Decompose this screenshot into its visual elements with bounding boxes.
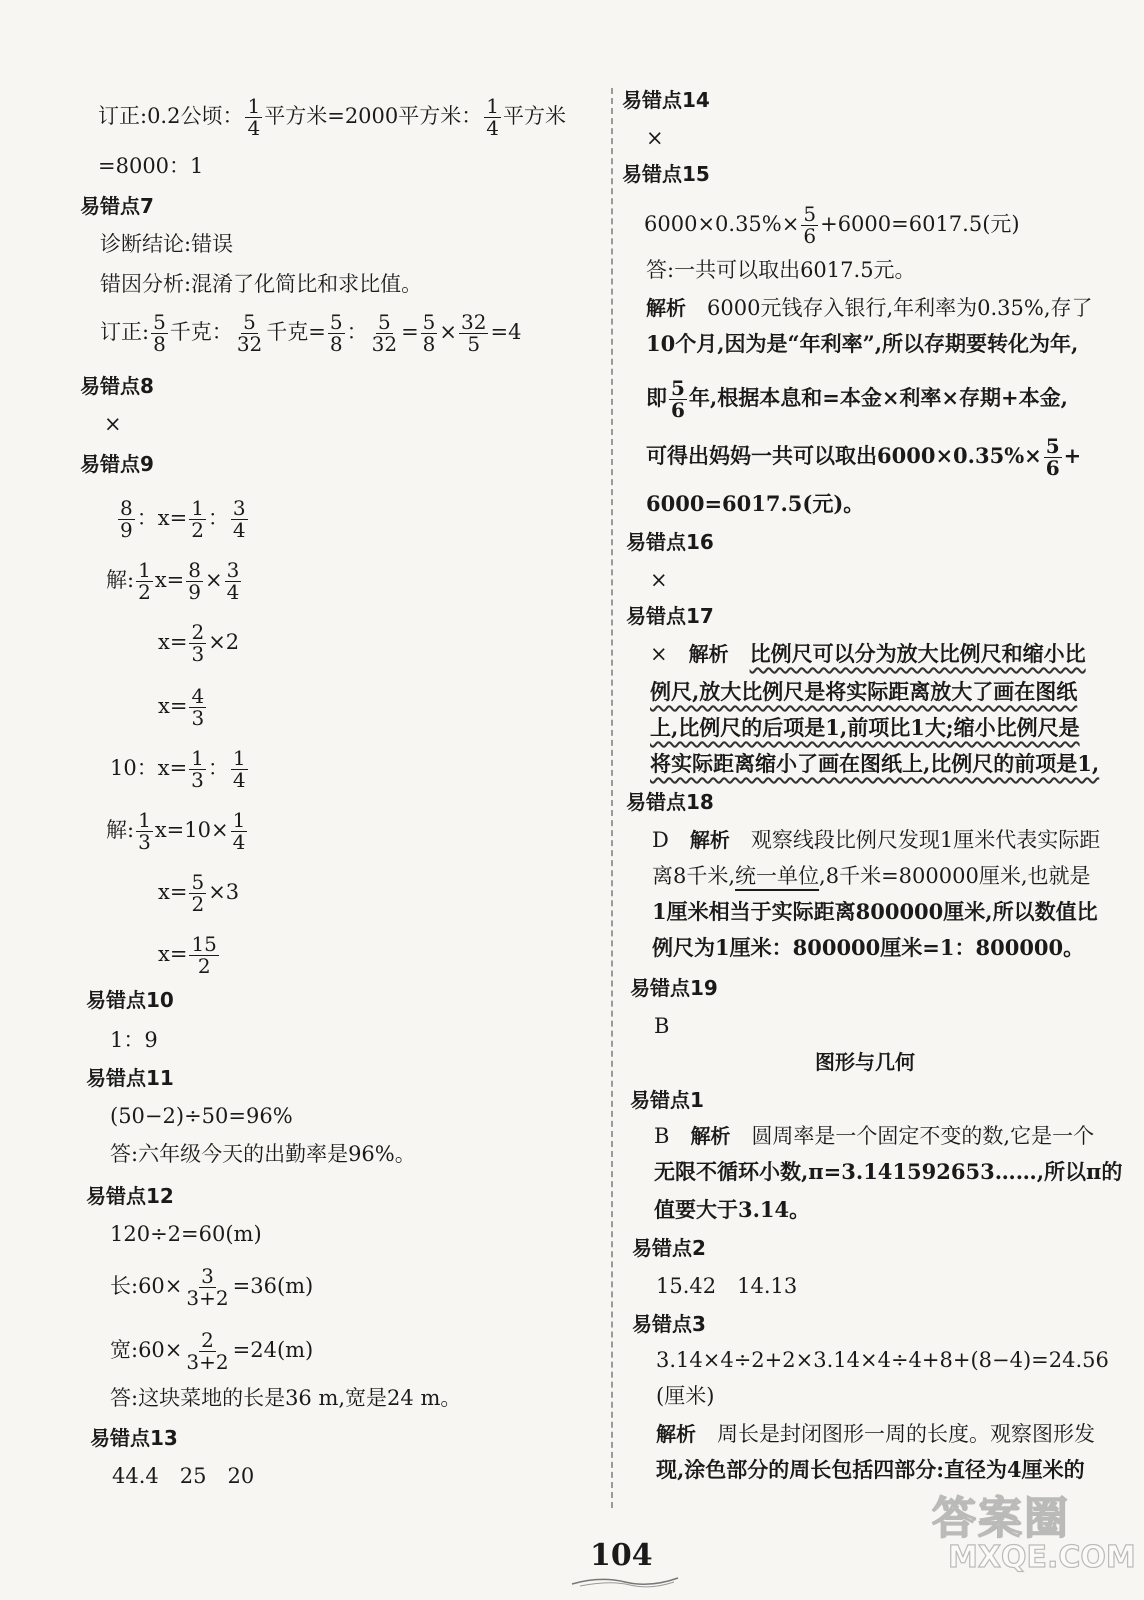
geometry-calc-3: 3.14×4÷2+2×3.14×4÷4+8+(8−4)=24.56 [656,1348,1109,1372]
section-heading-13: 易错点13 [90,1426,178,1450]
equation-2: 解: $\frac{1}{2}$ x= $\frac{8}{9}$ × $\frac{3}{4}$ [106,558,240,604]
page-number: 104 [590,1538,653,1573]
section-heading-16: 易错点16 [626,530,714,554]
analysis-18-line3: 1厘米相当于实际距离800000厘米,所以数值比 [652,899,1098,924]
text: 平方米=2000平方米： [264,104,483,128]
analysis-17-line3: 上,比例尺的后项是1,前项比1大;缩小比例尺是 [650,715,1080,740]
equation-1: $\frac{8}{9}$ ：x= $\frac{1}{2}$ ： $\frac{3}{4}$ [120,496,246,542]
page-number-swoosh-icon [570,1574,680,1588]
answer-16: × [650,568,668,592]
calc-12: 120÷2=60(m) [110,1222,262,1246]
section-heading-12: 易错点12 [86,1184,174,1208]
right-column [600,0,1144,1600]
section-heading-9: 易错点9 [80,452,154,476]
section-heading-11: 易错点11 [86,1066,174,1090]
answer-11: 答:六年级今天的出勤率是96%。 [110,1142,416,1166]
equation-6: 解: $\frac{1}{3}$ x=10× $\frac{1}{4}$ [106,808,246,854]
section-heading-8: 易错点8 [80,374,154,398]
section-title: 图形与几何 [815,1050,915,1074]
answer-12: 答:这块菜地的长是36 m,宽是24 m。 [110,1386,462,1410]
geometry-answer-2: 15.42 14.13 [656,1274,798,1298]
answer-15: 答:一共可以取出6017.5元。 [646,258,916,282]
geometry-analysis-1-line3: 值要大于3.14。 [654,1197,811,1222]
analysis-17-line4: 将实际距离缩小了画在图纸上,比例尺的前项是1, [650,751,1100,776]
text: 订正:0.2公顷： [98,104,244,128]
calc-11: (50−2)÷50=96% [110,1104,293,1128]
answer-13: 44.4 25 20 [112,1464,255,1488]
width-calc: 宽:60× $\frac{2}{3+2}$ =24(m) [110,1328,314,1374]
geometry-analysis-1-line2: 无限不循环小数,π=3.141592653……,所以π的 [654,1159,1123,1184]
section-heading-10: 易错点10 [86,988,174,1012]
geometry-heading-3: 易错点3 [632,1312,706,1336]
answer-14: × [646,126,664,150]
answer-19: B [654,1014,670,1038]
section-heading-15: 易错点15 [622,162,710,186]
watermark-text-cn: 答案圈 [932,1493,1070,1544]
analysis-18-line1: D 解析 观察线段比例尺发现1厘米代表实际距 [652,828,1101,852]
geometry-heading-2: 易错点2 [632,1236,706,1260]
analysis-15-line4: 可得出妈妈一共可以取出6000×0.35%× $\frac{5}{6}$ + [646,434,1082,480]
correction-6-line1 [98,96,566,139]
watermark-text-en: MXQE.COM [948,1540,1136,1575]
text: 平方米 [503,104,566,128]
geometry-unit-3: (厘米) [656,1384,715,1408]
geometry-heading-1: 易错点1 [630,1088,704,1112]
section-heading-7: 易错点7 [80,194,154,218]
answer-10: 1：9 [110,1028,158,1052]
equation-4: x= $\frac{4}{3}$ [158,684,205,730]
calc-15: 6000×0.35%× $\frac{5}{6}$ +6000=6017.5(元) [644,202,1020,248]
correction-6-line2: =8000：1 [98,154,204,178]
section-heading-19: 易错点19 [630,976,718,1000]
length-calc: 长:60× $\frac{3}{3+2}$ =36(m) [110,1264,314,1310]
section-heading-18: 易错点18 [626,790,714,814]
geometry-analysis-3-line1: 解析 周长是封闭图形一周的长度。观察图形发 [656,1422,1095,1446]
analysis-17-line1: × 解析 比例尺可以分为放大比例尺和缩小比 [650,641,1086,666]
correction-7: 订正: $\frac{5}{8}$ 千克： $\frac{5}{32}$ 千克= $\frac{5}{8}$ ： $\frac{5}{32}$ = $\frac{5}{8}$ × $\frac{32}{5}$ =4 [100,310,522,356]
analysis-18-line4: 例尺为1厘米：800000厘米=1：800000。 [652,935,1085,960]
equation-5: 10：x= $\frac{1}{3}$ ： $\frac{1}{4}$ [110,746,246,792]
analysis-15-line2: 10个月,因为是“年利率”,所以存期要转化为年, [646,331,1079,356]
geometry-analysis-1-line1: B 解析 圆周率是一个固定不变的数,它是一个 [654,1124,1095,1148]
analysis-18-line2: 离8千米,统一单位,8千米=800000厘米,也就是 [652,864,1091,888]
error-cause: 错因分析:混淆了化简比和求比值。 [100,272,423,296]
analysis-15-line3: 即 $\frac{5}{6}$ 年,根据本息和=本金×利率×存期+本金, [646,376,1068,422]
analysis-15-line5: 6000=6017.5(元)。 [646,491,865,516]
equation-8: x= $\frac{15}{2}$ [158,932,217,978]
fraction: $\frac{1}{4}$ [247,94,261,140]
watermark-logo [920,1482,1136,1592]
analysis-15-line1: 解析 6000元钱存入银行,年利率为0.35%,存了 [646,296,1093,320]
equation-3: x= $\frac{2}{3}$ ×2 [158,620,240,666]
geometry-analysis-3-line2: 现,涂色部分的周长包括四部分:直径为4厘米的 [656,1457,1085,1482]
equation-7: x= $\frac{5}{2}$ ×3 [158,870,240,916]
fraction: $\frac{1}{4}$ [486,94,499,140]
diagnosis: 诊断结论:错误 [100,232,234,256]
answer-8: × [104,412,122,436]
section-heading-17: 易错点17 [626,604,714,628]
section-heading-14: 易错点14 [622,88,710,112]
analysis-17-line2: 例尺,放大比例尺是将实际距离放大了画在图纸 [650,679,1078,704]
